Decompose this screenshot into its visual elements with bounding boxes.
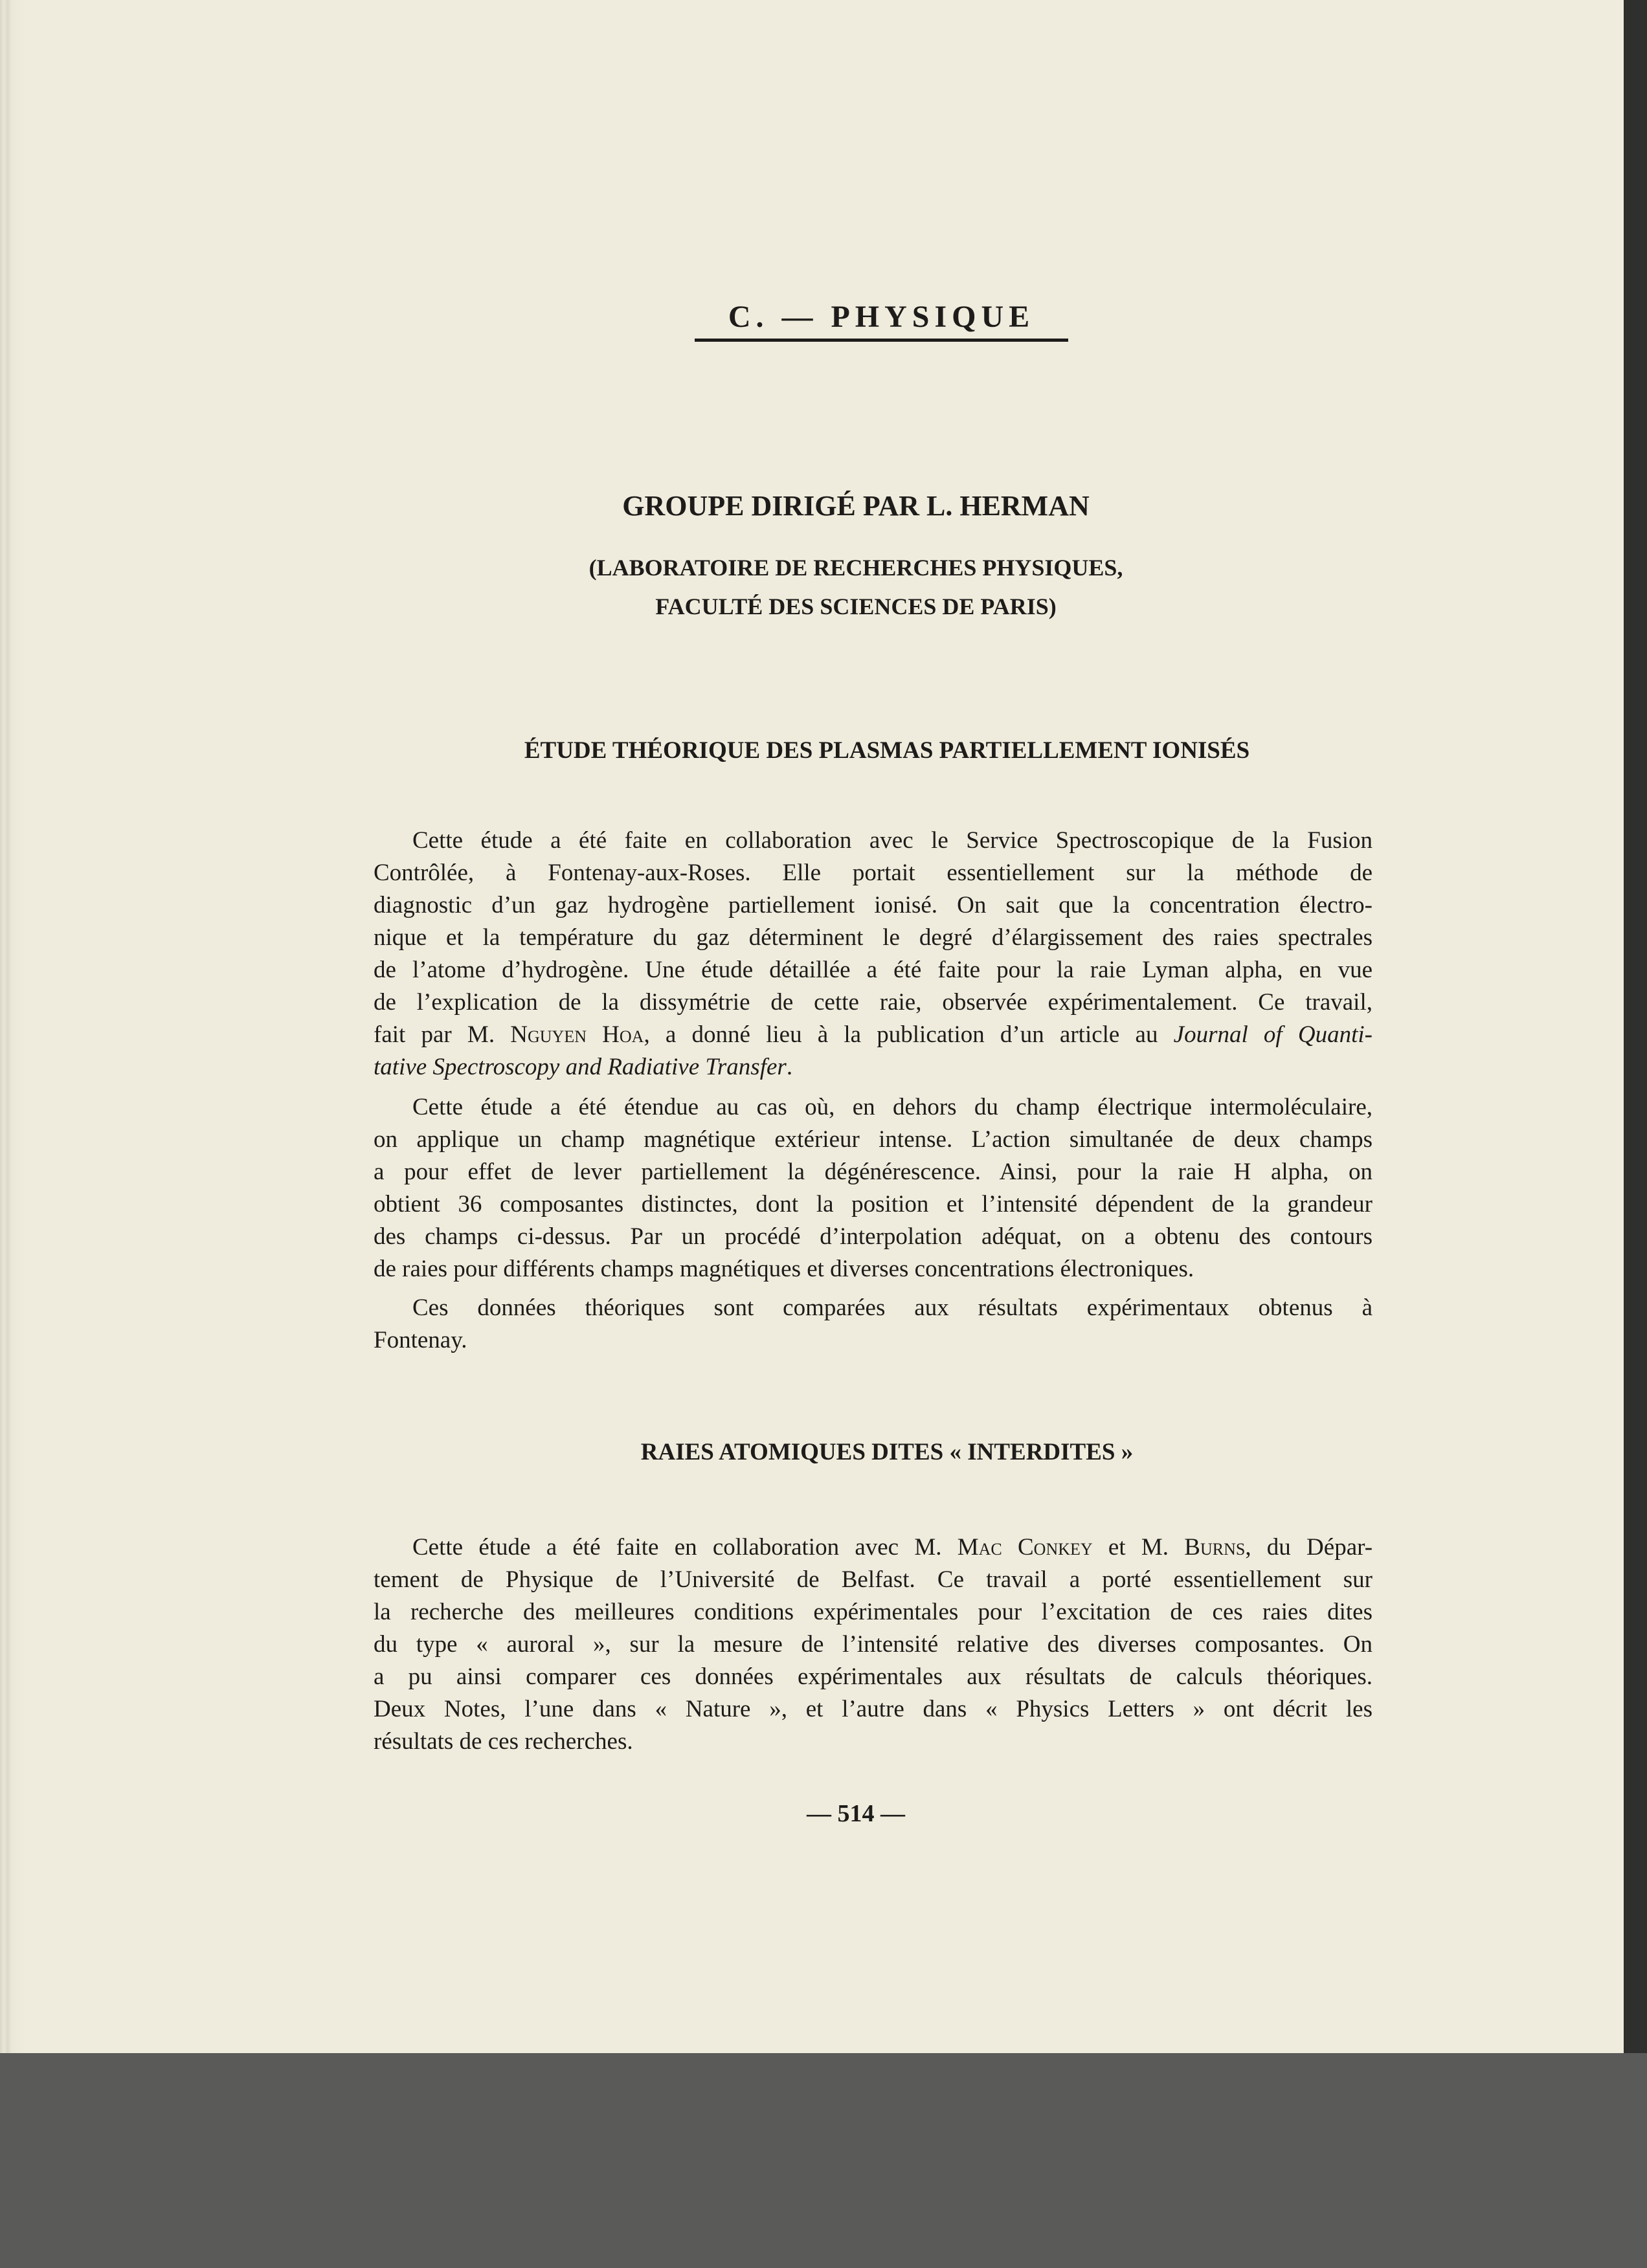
paragraph-3	[374, 1292, 1372, 1357]
text-line	[374, 825, 1372, 857]
lab-line-2: FACULTÉ DES SCIENCES DE PARIS)	[655, 594, 1057, 619]
page-number: — 514 —	[807, 1800, 905, 1827]
text-run: diagnostic d’un gaz hydrogène partiellement ionisé. On sait que la concentration électro-	[374, 892, 1372, 918]
scan-border-right	[1624, 0, 1647, 2053]
author-name: Burns	[1184, 1534, 1246, 1561]
text-line	[374, 1156, 1372, 1188]
text-line	[374, 1292, 1372, 1324]
text-run: résultats de ces recherches.	[374, 1728, 633, 1755]
text-run: nique et la température du gaz déterminent le degré d’élargissement des raies spectrales	[374, 924, 1372, 951]
journal-title: Journal of Quanti-	[1173, 1021, 1372, 1048]
text-line	[374, 1564, 1372, 1596]
text-run: obtient 36 composantes distinctes, dont la position et l’intensité dépendent de la grandeur	[374, 1191, 1372, 1217]
text-run: de l’atome d’hydrogène. Une étude détaillée a été faite pour la raie Lyman alpha, en vue	[374, 957, 1372, 983]
paragraph-4	[374, 1531, 1372, 1758]
text-run: Ces données théoriques sont comparées aux résultats expérimentaux obtenus à	[412, 1295, 1372, 1321]
text-run: a pu ainsi comparer ces données expérimentales aux résultats de calculs théoriques.	[374, 1663, 1372, 1690]
text-line	[374, 1531, 1372, 1564]
text-line	[374, 1188, 1372, 1221]
text-run: , a donné lieu à la publication d’un article au	[644, 1021, 1174, 1048]
text-run: de raies pour différents champs magnétiques et diverses concentrations électroniques.	[374, 1256, 1194, 1282]
text-line	[374, 1596, 1372, 1629]
text-run: .	[786, 1054, 793, 1080]
text-run: Deux Notes, l’une dans « Nature », et l’autre dans « Physics Letters » ont décrit les	[374, 1696, 1372, 1722]
text-line	[374, 1726, 1372, 1758]
text-run: et M.	[1092, 1534, 1185, 1561]
text-run: Cette étude a été faite en collaboration avec le Service Spectroscopique de la Fusion	[412, 827, 1372, 854]
text-run: de l’explication de la dissymétrie de cette raie, observée expérimentalement. Ce travail,	[374, 989, 1372, 1016]
page-stack-edge	[0, 0, 26, 2053]
text-line	[374, 1629, 1372, 1661]
text-run: Cette étude a été faite en collaboration avec M.	[412, 1534, 958, 1561]
text-line	[374, 1693, 1372, 1726]
scan-border-bottom	[0, 2053, 1647, 2268]
author-name: Nguyen Hoa	[510, 1021, 644, 1048]
text-line	[374, 1091, 1372, 1124]
text-run: tement de Physique de l’Université de Belfast. Ce travail a porté essentiellement sur	[374, 1566, 1372, 1593]
text-line	[374, 954, 1372, 986]
text-run: la recherche des meilleures conditions expérimentales pour l’excitation de ces raies dites	[374, 1599, 1372, 1625]
lab-line-1: (LABORATOIRE DE RECHERCHES PHYSIQUES,	[588, 555, 1123, 581]
group-title: GROUPE DIRIGÉ PAR L. HERMAN	[622, 490, 1090, 522]
text-run: a pour effet de lever partiellement la dégénérescence. Ainsi, pour la raie H alpha, on	[374, 1159, 1372, 1185]
text-run: Contrôlée, à Fontenay-aux-Roses. Elle portait essentiellement sur la méthode de	[374, 860, 1372, 886]
text-line	[374, 889, 1372, 922]
text-line	[374, 857, 1372, 889]
text-line	[374, 1324, 1372, 1357]
text-line	[374, 986, 1372, 1019]
text-run: , du Dépar-	[1245, 1534, 1373, 1561]
text-run: Cette étude a été étendue au cas où, en dehors du champ électrique intermoléculaire,	[412, 1094, 1372, 1120]
text-line	[374, 1051, 1372, 1084]
text-run: fait par M.	[374, 1021, 511, 1048]
paragraph-1	[374, 825, 1372, 1084]
journal-title: tative Spectroscopy and Radiative Transfer	[374, 1054, 787, 1080]
subsection-title-raies: RAIES ATOMIQUES DITES « INTERDITES »	[640, 1439, 1134, 1465]
subsection-title-plasmas: ÉTUDE THÉORIQUE DES PLASMAS PARTIELLEMENT IONISÉS	[524, 737, 1250, 764]
text-run: des champs ci-dessus. Par un procédé d’interpolation adéquat, on a obtenu des contours	[374, 1223, 1372, 1250]
paragraph-2	[374, 1091, 1372, 1285]
text-line	[374, 1221, 1372, 1253]
text-line	[374, 1124, 1372, 1156]
author-name: Mac Conkey	[957, 1534, 1093, 1561]
text-run: on applique un champ magnétique extérieur intense. L’action simultanée de deux champs	[374, 1126, 1372, 1153]
text-line	[374, 1253, 1372, 1285]
text-run: Fontenay.	[374, 1327, 467, 1353]
text-run: du type « auroral », sur la mesure de l’intensité relative des diverses composantes. On	[374, 1631, 1372, 1658]
section-title: C. — PHYSIQUE	[695, 299, 1068, 342]
text-line	[374, 922, 1372, 954]
text-line	[374, 1019, 1372, 1051]
text-line	[374, 1661, 1372, 1693]
